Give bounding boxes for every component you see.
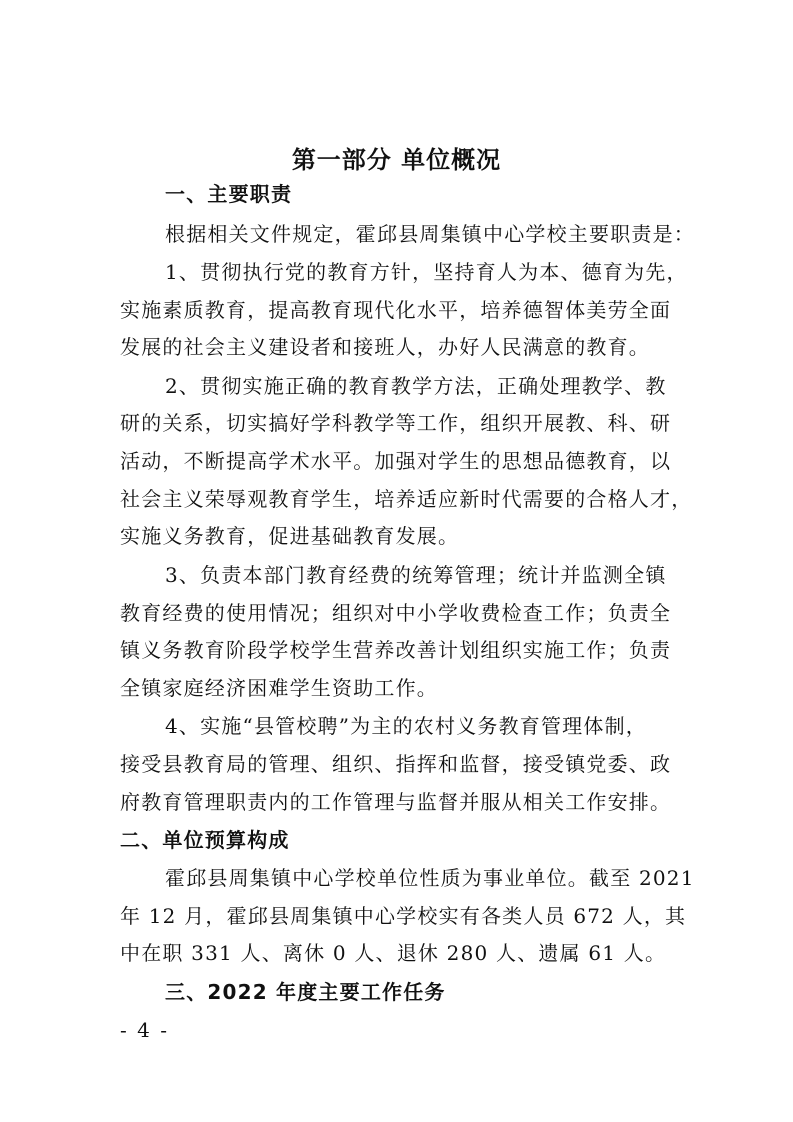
budget-line-1: 霍邱县周集镇中心学校单位性质为事业单位。截至 2021: [165, 866, 695, 890]
duty-item-3-line-2: 教育经费的使用情况；组织对中小学收费检查工作；负责全: [120, 601, 672, 625]
duty-item-3-line-3: 镇义务教育阶段学校学生营养改善计划组织实施工作；负责: [120, 638, 672, 662]
duties-intro: 根据相关文件规定，霍邱县周集镇中心学校主要职责是：: [165, 222, 695, 246]
duty-item-2-line-1: 2、贯彻实施正确的教育教学方法，正确处理教学、教: [165, 374, 667, 398]
section-heading-duties: 一、主要职责: [165, 182, 293, 206]
page-title: 第一部分 单位概况: [291, 146, 502, 174]
budget-line-3: 中在职 331 人、离休 0 人、退休 280 人、遗属 61 人。: [120, 941, 667, 965]
duty-item-2-line-3: 活动，不断提高学术水平。加强对学生的思想品德教育，以: [120, 449, 672, 473]
duty-item-4-line-3: 府教育管理职责内的工作管理与监督并服从相关工作安排。: [120, 790, 672, 814]
budget-line-2: 年 12 月，霍邱县周集镇中心学校实有各类人员 672 人，其: [120, 904, 687, 928]
section-heading-budget: 二、单位预算构成: [120, 828, 290, 852]
duty-item-4-line-1: 4、实施“县管校聘”为主的农村义务教育管理体制，: [165, 714, 647, 738]
duty-item-1-line-3: 发展的社会主义建设者和接班人，办好人民满意的教育。: [120, 335, 650, 359]
duty-item-3-line-1: 3、负责本部门教育经费的统筹管理；统计并监测全镇: [165, 563, 667, 587]
duty-item-2-line-4: 社会主义荣辱观教育学生，培养适应新时代需要的合格人才，: [120, 487, 693, 511]
page-number: - 4 -: [120, 1018, 169, 1042]
duty-item-2-line-2: 研的关系，切实搞好学科教学等工作，组织开展教、科、研: [120, 411, 672, 435]
duty-item-3-line-4: 全镇家庭经济困难学生资助工作。: [120, 676, 438, 700]
duty-item-1-line-1: 1、贯彻执行党的教育方针，坚持育人为本、德育为先，: [165, 260, 688, 284]
duty-item-2-line-5: 实施义务教育，促进基础教育发展。: [120, 524, 460, 548]
duty-item-1-line-2: 实施素质教育，提高教育现代化水平，培养德智体美劳全面: [120, 298, 672, 322]
section-heading-tasks: 三、2022 年度主要工作任务: [165, 980, 446, 1004]
duty-item-4-line-2: 接受县教育局的管理、组织、指挥和监督，接受镇党委、政: [120, 752, 672, 776]
